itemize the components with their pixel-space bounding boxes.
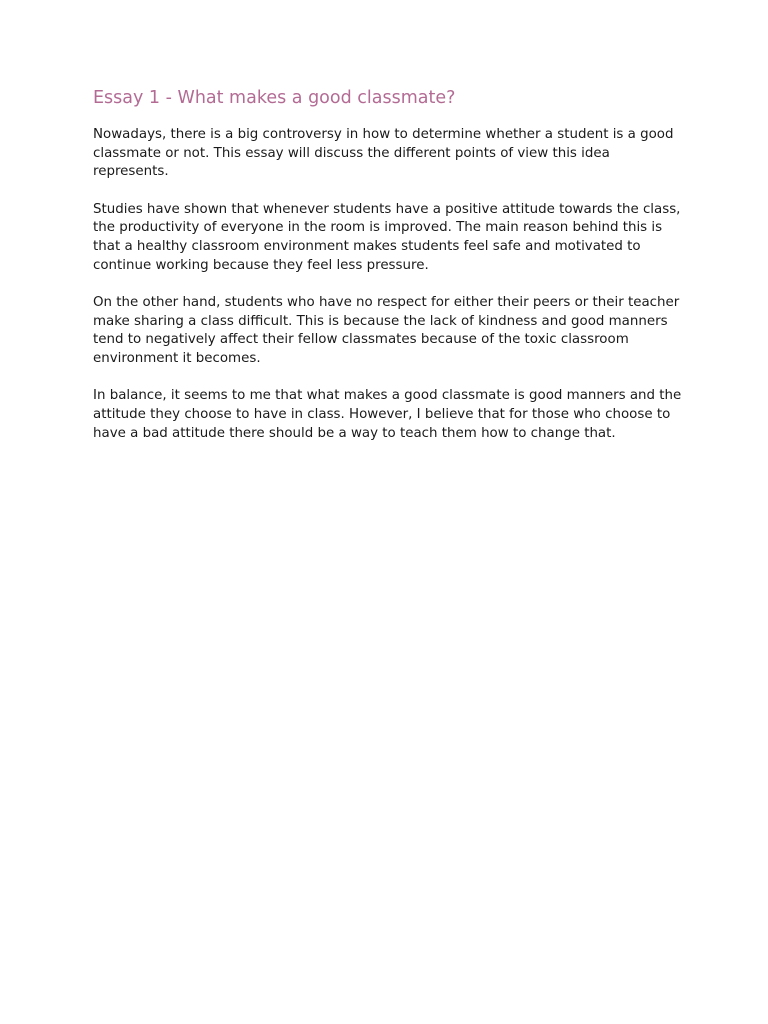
paragraph-conclusion: In balance, it seems to me that what makes a good classmate is good manners and the attitude they choose to have in class. However, I believe that for those who choose to have a bad attitude there should be a way to teach them how to change that. [93, 388, 682, 441]
document-content [93, 86, 683, 462]
essay-title: Essay 1 - What makes a good classmate? [93, 88, 456, 108]
paragraph-positive-attitude: Studies have shown that whenever students have a positive attitude towards the class, the productivity of everyone in the room is improved. The main reason behind this is that a healthy classroom environment makes students feel safe and motivated to continue working because they feel less pressure. [93, 201, 681, 273]
paragraph-disrespect: On the other hand, students who have no respect for either their peers or their teacher make sharing a class difficult. This is because the lack of kindness and good manners tend to negatively affect their fellow classmates because of the toxic classroom environment it becomes. [93, 294, 680, 367]
paragraph-introduction: Nowadays, there is a big controversy in how to determine whether a student is a good classmate or not. This essay will discuss the different points of view this idea represents. [93, 127, 674, 180]
